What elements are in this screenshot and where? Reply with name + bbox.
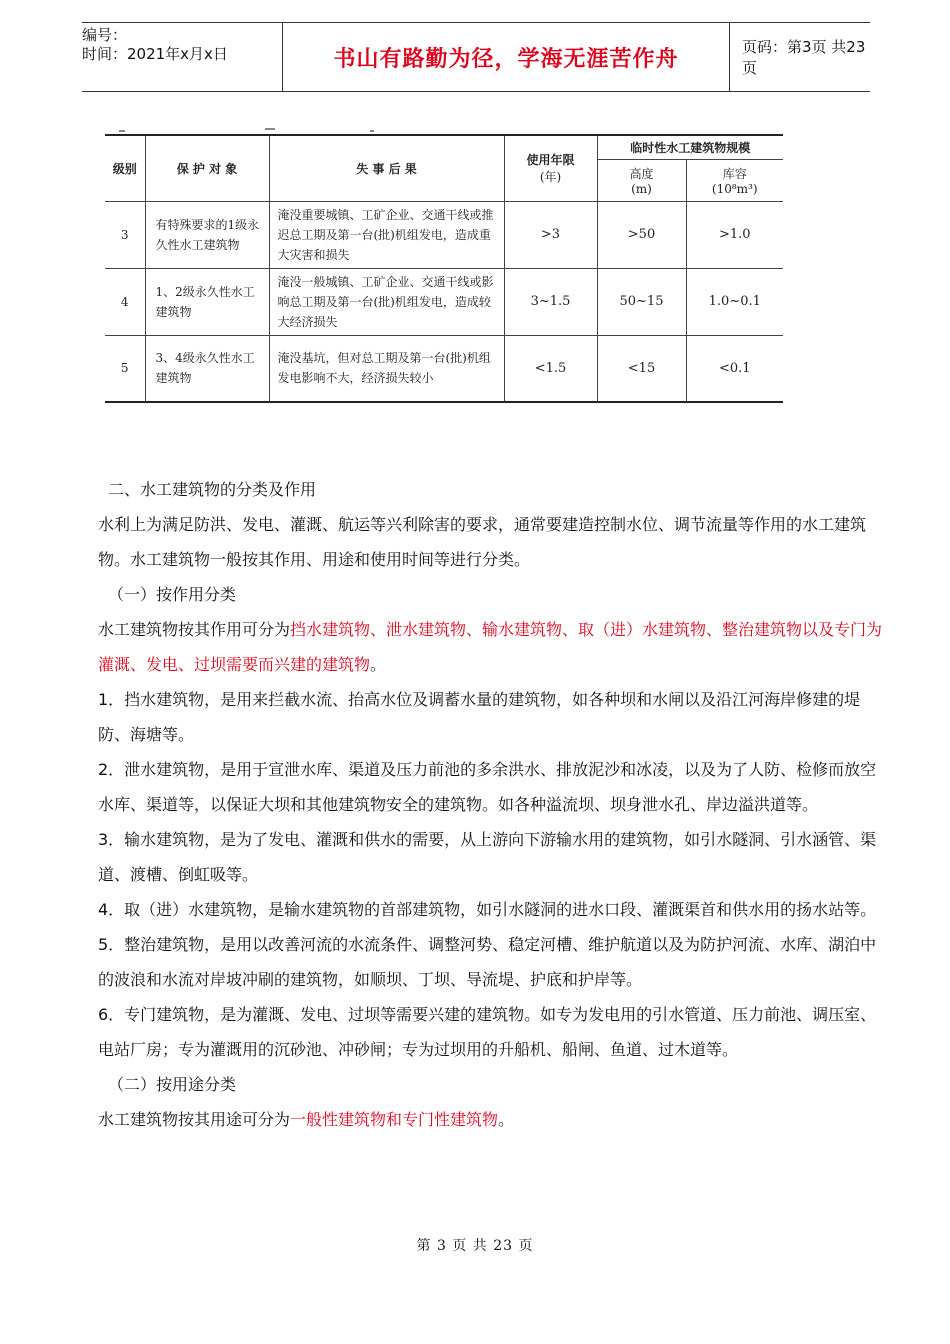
cell-consequence: 淹没一般城镇、工矿企业、交通干线或影响总工期及第一台(批)机组发电，造成较大经济损失: [269, 268, 504, 335]
document-number-label: 编号：: [82, 26, 128, 44]
function-highlight-text: 挡水建筑物、泄水建筑物、输水建筑物、取（进）水建筑物、整治建筑物以及专门为灌溉、发电、过坝需要而兴建的建筑物: [98, 620, 883, 674]
cell-years: <1.5: [504, 335, 597, 402]
list-item: 6．专门建筑物，是为灌溉、发电、过坝等需要兴建的建筑物。如专为发电用的引水管道、压力前池、调压室、电站厂房；专为灌溉用的沉砂池、冲砂闸；专为过坝用的升船机、船闸、鱼道、过木道等。: [98, 1005, 877, 1059]
section-title: 二、水工建筑物的分类及作用: [108, 480, 317, 499]
col-header-height-label: 高度: [629, 166, 654, 181]
list-item: 2．泄水建筑物，是用于宣泄水库、渠道及压力前池的多余洪水、排放泥沙和冰凌，以及为了人防、检修而放空水库、渠道等，以保证大坝和其他建筑物安全的建筑物。如各种溢流坝、坝身泄水孔、岸边溢洪道等。: [98, 760, 877, 814]
cell-years: 3~1.5: [504, 268, 597, 335]
header-page-cell: [730, 22, 870, 92]
table-row: [105, 201, 783, 268]
header-motto-cell: [282, 22, 730, 92]
usage-end-text: 。: [498, 1110, 515, 1129]
cell-height: <15: [597, 335, 686, 402]
col-header-years-label: 使用年限: [526, 153, 575, 168]
scan-speck: [265, 128, 275, 130]
list-item: 1．挡水建筑物，是用来拦截水流、抬高水位及调蓄水量的建筑物，如各种坝和水闸以及沿江河海岸修建的堤防、海塘等。: [98, 690, 861, 744]
header-meta: [82, 22, 282, 92]
col-header-consequence: 失 事 后 果: [269, 135, 504, 201]
cell-years: >3: [504, 201, 597, 268]
col-header-years: [504, 135, 597, 201]
scan-speck: [119, 130, 125, 132]
table-row: [105, 335, 783, 402]
col-header-object: 保 护 对 象: [145, 135, 269, 201]
list-item: 3．输水建筑物，是为了发电、灌溉和供水的需要，从上游向下游输水用的建筑物，如引水隧洞、引水涵管、渠道、渡槽、倒虹吸等。: [98, 830, 877, 884]
function-classification-paragraph: [98, 612, 888, 682]
col-header-grade: 级别: [105, 135, 145, 201]
col-header-height-unit: (m): [631, 181, 652, 196]
list-item: 4．取（进）水建筑物，是输水建筑物的首部建筑物，如引水隧洞的进水口段、灌溉渠首和供水用的扬水站等。: [98, 900, 877, 919]
cell-height: >50: [597, 201, 686, 268]
header-motto: 书山有路勤为径，学海无涯苦作舟: [333, 45, 679, 72]
cell-object: 1、2级永久性水工建筑物: [145, 268, 269, 335]
list-item: 5．整治建筑物，是用以改善河流的水流条件、调整河势、稳定河槽、维护航道以及为防护河流、水库、湖泊中的波浪和水流对岸坡冲刷的建筑物，如顺坝、丁坝、导流堤、护底和护岸等。: [98, 935, 877, 989]
col-header-capacity: [686, 159, 783, 201]
subsection-title-usage: （二）按用途分类: [108, 1075, 237, 1094]
cell-grade: 5: [105, 335, 145, 402]
grade-table-figure: [105, 130, 783, 408]
cell-capacity: 1.0~0.1: [686, 268, 783, 335]
scan-speck: [370, 130, 374, 132]
usage-lead-text: 水工建筑物按其用途可分为: [98, 1110, 291, 1129]
document-body: [98, 472, 888, 1137]
usage-highlight-text: 一般性建筑物和专门性建筑物: [290, 1110, 499, 1129]
cell-consequence: 淹没重要城镇、工矿企业、交通干线或推迟总工期及第一台(批)机组发电，造成重大灾害和损失: [269, 201, 504, 268]
function-end-text: 。: [370, 655, 387, 674]
table-row: [105, 268, 783, 335]
col-header-capacity-label: 库容: [722, 166, 747, 181]
col-header-years-unit: (年): [539, 170, 562, 185]
cell-consequence: 淹没基坑，但对总工期及第一台(批)机组发电影响不大，经济损失较小: [269, 335, 504, 402]
function-lead-text: 水工建筑物按其作用可分为: [98, 620, 291, 639]
cell-object: 有特殊要求的1级永久性水工建筑物: [145, 201, 269, 268]
header-bottom-rule: [82, 91, 870, 92]
subsection-title-function: （一）按作用分类: [108, 585, 237, 604]
cell-grade: 4: [105, 268, 145, 335]
temporary-structure-grade-table: [105, 134, 783, 403]
col-header-height: [597, 159, 686, 201]
header-page-label: 页码：第3页 共23页: [742, 38, 866, 77]
cell-grade: 3: [105, 201, 145, 268]
intro-paragraph: 水利上为满足防洪、发电、灌溉、航运等兴利除害的要求，通常要建造控制水位、调节流量等作用的水工建筑物。水工建筑物一般按其作用、用途和使用时间等进行分类。: [98, 515, 867, 569]
cell-height: 50~15: [597, 268, 686, 335]
cell-capacity: >1.0: [686, 201, 783, 268]
page-header: [82, 22, 870, 92]
usage-classification-paragraph: [98, 1102, 888, 1137]
col-header-capacity-unit: (10⁸m³): [711, 181, 758, 196]
col-header-scale: 临时性水工建筑物规模: [597, 135, 783, 159]
document-time-label: 时间：2021年x月x日: [82, 45, 228, 63]
page-footer: 第 3 页 共 23 页: [416, 1238, 534, 1254]
cell-capacity: <0.1: [686, 335, 783, 402]
cell-object: 3、4级永久性水工建筑物: [145, 335, 269, 402]
